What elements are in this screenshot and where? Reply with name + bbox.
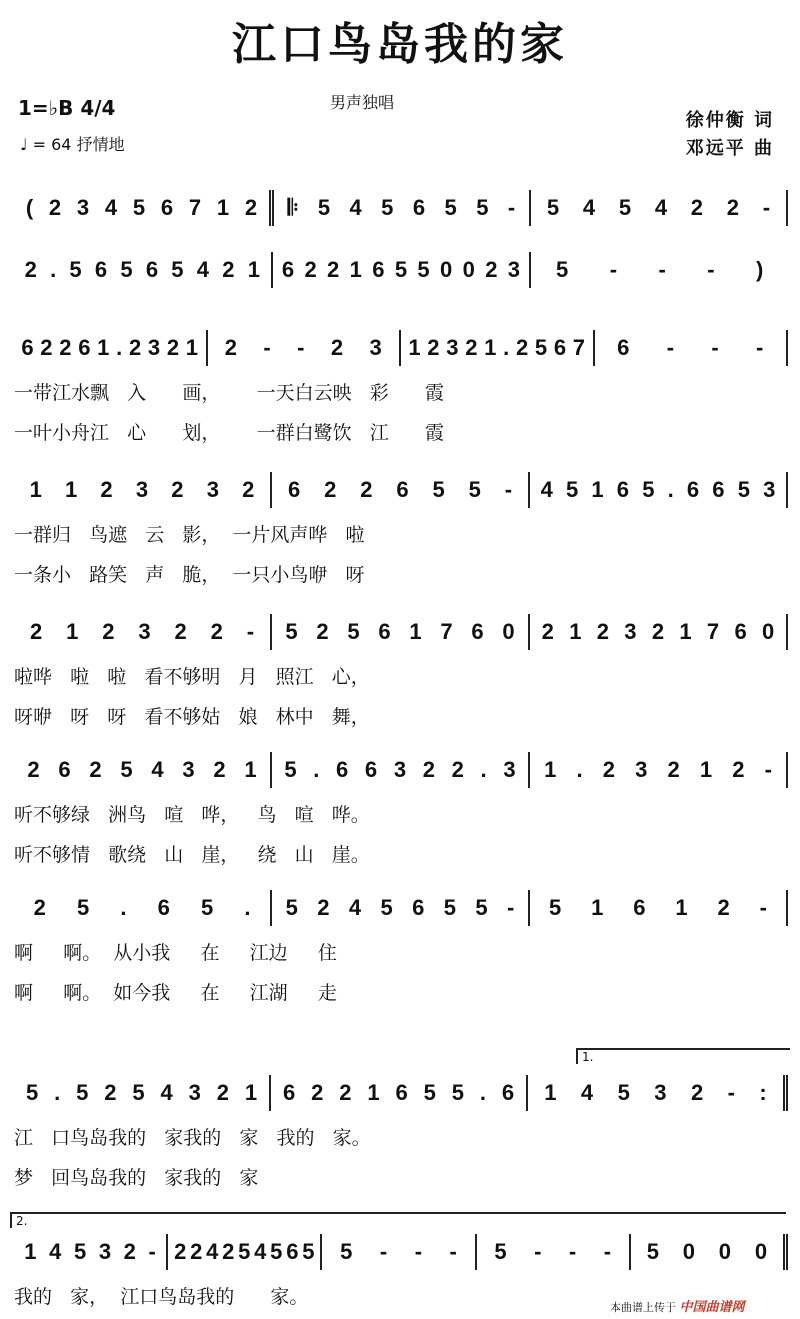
note: 2 xyxy=(33,895,46,920)
note: 1 xyxy=(699,757,713,782)
note: 6 xyxy=(501,1080,515,1105)
note: 2 xyxy=(465,335,478,360)
key-signature: 1=♭B 4/4 xyxy=(18,96,116,120)
note: 2 xyxy=(27,757,40,782)
note: 6 xyxy=(157,895,170,920)
note: - xyxy=(534,1239,542,1264)
volta-2: 2. xyxy=(10,1212,786,1228)
note: 6 xyxy=(396,477,409,502)
note: 5 xyxy=(451,1080,464,1105)
note: 1 xyxy=(544,757,557,782)
note: 6 xyxy=(94,257,108,282)
note: 1 xyxy=(679,619,692,644)
note: 3 xyxy=(654,1080,667,1105)
lyric-line: 呀咿 呀 呀 看不够姑 娘 林中 舞， xyxy=(14,706,370,728)
lyric-line: 一群归 鸟遮 云 影， 一片风声哗 啦 xyxy=(14,524,365,546)
note: 6 xyxy=(734,619,747,644)
note: 5 xyxy=(618,195,632,220)
note: ) xyxy=(755,257,764,282)
note: 2 xyxy=(515,335,529,360)
measure xyxy=(14,1234,168,1270)
measure xyxy=(595,330,789,366)
measure xyxy=(14,752,272,788)
note: 4 xyxy=(160,1080,173,1105)
note: 5 xyxy=(548,895,562,920)
note: 2 xyxy=(422,757,435,782)
note: 0 xyxy=(718,1239,732,1264)
note: - xyxy=(246,619,255,644)
note: 2 xyxy=(690,195,704,220)
note: 5 xyxy=(646,1239,659,1264)
footer xyxy=(610,1296,745,1315)
note: 1 xyxy=(247,257,260,282)
note: - xyxy=(506,895,515,920)
note: 4 xyxy=(654,195,668,220)
note: 4 xyxy=(151,757,164,782)
note: 3 xyxy=(763,477,776,502)
note: . xyxy=(116,335,123,360)
note: 3 xyxy=(98,1239,112,1264)
note: 7 xyxy=(706,619,720,644)
note: 1 xyxy=(244,1080,258,1105)
site-logo: 中国曲谱网 xyxy=(679,1300,745,1315)
note: 5 xyxy=(556,257,569,282)
note: 2 xyxy=(174,1239,187,1264)
note: 5 xyxy=(534,335,548,360)
measure xyxy=(14,890,272,926)
note: - xyxy=(666,335,675,360)
note: 3 xyxy=(503,757,516,782)
note: ( xyxy=(25,195,34,220)
lyric-line: 一条小 路笑 声 脆， 一只小鸟咿 呀 xyxy=(14,564,365,586)
note: 3 xyxy=(446,335,459,360)
note: - xyxy=(414,1239,423,1264)
note: - xyxy=(504,477,513,502)
note: 4 xyxy=(349,195,362,220)
note: 2 xyxy=(190,1239,203,1264)
measure xyxy=(477,1234,631,1270)
lyric-line: 江 口鸟岛我的 家我的 家 我的 家。 xyxy=(14,1127,371,1149)
note: - xyxy=(603,1239,612,1264)
note: - xyxy=(727,1080,735,1105)
note: 4 xyxy=(348,895,362,920)
note: 1 xyxy=(408,335,421,360)
footer-text: 本曲谱上传于 xyxy=(610,1301,676,1314)
composer: 邓远平 曲 xyxy=(685,138,774,159)
note: 4 xyxy=(540,477,553,502)
note: 2 xyxy=(317,895,330,920)
note: - xyxy=(764,757,772,782)
measure xyxy=(14,472,272,508)
lyric-line: 啊 啊。 如今我 在 江湖 走 xyxy=(14,982,337,1004)
staff-row xyxy=(14,1232,788,1272)
note: 5 xyxy=(394,257,408,282)
note: . xyxy=(120,895,127,920)
note: - xyxy=(658,257,666,282)
note: 3 xyxy=(507,257,521,282)
note: 5 xyxy=(302,1239,315,1264)
note: 3 xyxy=(188,1080,201,1105)
note: 3 xyxy=(135,477,149,502)
note: 7 xyxy=(572,335,586,360)
note: 5 xyxy=(285,619,298,644)
note: - xyxy=(379,1239,388,1264)
note: 5 xyxy=(468,477,481,502)
note: 2 xyxy=(311,1080,324,1105)
measure xyxy=(272,890,530,926)
note: 2 xyxy=(602,757,615,782)
note: 7 xyxy=(440,619,453,644)
note: 6 xyxy=(78,335,91,360)
note: : xyxy=(759,1080,767,1105)
note: 2 xyxy=(216,1080,229,1105)
note: 6 xyxy=(471,619,484,644)
note: 2 xyxy=(732,757,745,782)
note: 1 xyxy=(65,477,78,502)
lyricist: 徐仲衡 词 xyxy=(685,110,774,131)
note: 6 xyxy=(281,257,295,282)
note: 5 xyxy=(171,257,184,282)
note: 6 xyxy=(58,757,71,782)
note: 2 xyxy=(690,1080,704,1105)
volta-1: 1. xyxy=(576,1048,790,1064)
note: 4 xyxy=(49,1239,62,1264)
measure xyxy=(530,614,788,650)
note: 3 xyxy=(182,757,195,782)
note: 2 xyxy=(171,477,184,502)
measure xyxy=(271,1075,528,1111)
note: 6 xyxy=(395,1080,408,1105)
note: 3 xyxy=(369,335,382,360)
note: 0 xyxy=(462,257,475,282)
measure xyxy=(208,330,402,366)
note: 1 xyxy=(675,895,688,920)
note: 2 xyxy=(210,619,223,644)
note: 6 xyxy=(378,619,391,644)
staff-row xyxy=(14,1073,788,1113)
note: . xyxy=(480,757,487,782)
note: 1 xyxy=(66,619,79,644)
note: 2 xyxy=(327,257,340,282)
note: 5 xyxy=(380,895,393,920)
note: 6 xyxy=(364,757,378,782)
note: 1 xyxy=(216,195,230,220)
note: 4 xyxy=(580,1080,594,1105)
staff-row xyxy=(14,612,788,652)
lyric-line: 啦哗 啦 啦 看不够明 月 照江 心， xyxy=(14,666,370,688)
note: - xyxy=(707,257,715,282)
note: 5 xyxy=(76,895,90,920)
note: 6 xyxy=(553,335,567,360)
note: 2 xyxy=(128,335,142,360)
measure xyxy=(322,1234,476,1270)
note: 2 xyxy=(48,195,62,220)
note: 1 xyxy=(244,757,257,782)
note: 6 xyxy=(160,195,174,220)
note: 5 xyxy=(340,1239,353,1264)
note: - xyxy=(449,1239,457,1264)
note: 6 xyxy=(286,1239,299,1264)
note: - xyxy=(756,335,764,360)
note: 2 xyxy=(339,1080,352,1105)
note: 0 xyxy=(440,257,453,282)
note: 5 xyxy=(73,1239,87,1264)
note: 5 xyxy=(617,1080,630,1105)
note: - xyxy=(148,1239,156,1264)
note: - xyxy=(568,1239,577,1264)
note: 3 xyxy=(206,477,219,502)
subtitle: 男声独唱 xyxy=(330,93,395,112)
note: 5 xyxy=(381,195,394,220)
measure xyxy=(14,330,208,366)
note: 0 xyxy=(762,619,775,644)
note: 6 xyxy=(633,895,646,920)
note: 6 xyxy=(336,757,349,782)
note: 4 xyxy=(196,257,210,282)
note: 2 xyxy=(166,335,180,360)
note: . xyxy=(503,335,510,360)
note: 2 xyxy=(89,757,102,782)
staff-row xyxy=(14,328,788,368)
note: 2 xyxy=(24,257,37,282)
note: 5 xyxy=(120,757,133,782)
note: 4 xyxy=(104,195,118,220)
note: 6 xyxy=(21,335,34,360)
note: 2 xyxy=(100,477,113,502)
note: 6 xyxy=(712,477,725,502)
measure xyxy=(14,1075,271,1111)
note: . xyxy=(313,757,320,782)
staff-row xyxy=(14,188,788,228)
note: 2 xyxy=(717,895,730,920)
song-title: 江口鸟岛我的家 xyxy=(232,19,568,70)
note: 2 xyxy=(541,619,554,644)
note: 1 xyxy=(591,895,604,920)
note: 3 xyxy=(138,619,151,644)
note: - xyxy=(711,335,719,360)
lyric-line: 一带江水飘 入 画， 一天白云映 彩 霞 xyxy=(14,382,444,404)
note: 5 xyxy=(565,477,579,502)
note: 5 xyxy=(444,195,457,220)
note: 1 xyxy=(409,619,422,644)
note: . xyxy=(50,257,57,282)
note: 3 xyxy=(76,195,90,220)
note: 5 xyxy=(443,895,456,920)
note: 2 xyxy=(102,619,115,644)
note: 1 xyxy=(569,619,582,644)
note: 1 xyxy=(29,477,42,502)
note: 1 xyxy=(185,335,199,360)
note: 5 xyxy=(546,195,560,220)
staff-row xyxy=(14,750,788,790)
note: 1 xyxy=(24,1239,37,1264)
note: 3 xyxy=(393,757,407,782)
staff-row xyxy=(14,888,788,928)
note: 2 xyxy=(244,195,258,220)
note: 6 xyxy=(287,477,301,502)
note: 2 xyxy=(427,335,440,360)
note: 2 xyxy=(667,757,680,782)
note: 6 xyxy=(412,895,425,920)
note: - xyxy=(762,195,771,220)
measure xyxy=(531,252,788,288)
note: 4 xyxy=(582,195,596,220)
lyric-line: 梦 回鸟岛我的 家我的 家 xyxy=(14,1167,331,1189)
tempo-marking: ♩ = 64 抒情地 xyxy=(20,135,125,154)
note: 1 xyxy=(367,1080,380,1105)
lyric-line: 我的 家， 江口鸟岛我的 家。 xyxy=(14,1286,460,1308)
measure xyxy=(401,330,595,366)
note: 6 xyxy=(686,477,700,502)
note: . xyxy=(576,757,583,782)
note: 5 xyxy=(423,1080,436,1105)
note: 5 xyxy=(737,477,750,502)
measure xyxy=(631,1234,788,1270)
note: 5 xyxy=(475,895,488,920)
note: 4 xyxy=(254,1239,267,1264)
measure xyxy=(272,752,530,788)
note: 5 xyxy=(270,1239,283,1264)
note: 3 xyxy=(635,757,648,782)
note: 1 xyxy=(544,1080,557,1105)
note: 5 xyxy=(120,257,133,282)
note: 2 xyxy=(59,335,72,360)
measure xyxy=(531,190,788,226)
note: 5 xyxy=(284,757,297,782)
measure xyxy=(272,472,530,508)
note: 1 xyxy=(97,335,110,360)
note: 6 xyxy=(282,1080,296,1105)
note: 4 xyxy=(206,1239,219,1264)
note: 0 xyxy=(754,1239,768,1264)
note: 5 xyxy=(238,1239,251,1264)
note: . xyxy=(479,1080,486,1105)
note: 5 xyxy=(494,1239,507,1264)
measure xyxy=(530,472,788,508)
note: 6 xyxy=(617,335,630,360)
measure xyxy=(274,190,531,226)
note: 5 xyxy=(476,195,489,220)
note: 5 xyxy=(132,195,146,220)
measure xyxy=(14,190,274,226)
note: 6 xyxy=(412,195,426,220)
note: 2 xyxy=(224,335,237,360)
note: 𝄆 xyxy=(287,195,299,220)
note: 2 xyxy=(213,757,226,782)
note: 6 xyxy=(372,257,385,282)
note: 2 xyxy=(726,195,740,220)
note: 1 xyxy=(349,257,362,282)
lyric-line: 听不够情 歌绕 山 崖， 绕 山 崖。 xyxy=(14,844,370,866)
note: 2 xyxy=(29,619,43,644)
note: 5 xyxy=(285,895,298,920)
note: 5 xyxy=(25,1080,39,1105)
note: - xyxy=(759,895,767,920)
note: 2 xyxy=(330,335,344,360)
note: 5 xyxy=(200,895,214,920)
note: 2 xyxy=(485,257,498,282)
note: 2 xyxy=(316,619,329,644)
staff-row xyxy=(14,250,788,290)
note: 6 xyxy=(616,477,630,502)
note: 1 xyxy=(591,477,604,502)
note: 2 xyxy=(360,477,373,502)
measure xyxy=(273,252,532,288)
note: . xyxy=(54,1080,61,1105)
note: 5 xyxy=(76,1080,89,1105)
note: 5 xyxy=(417,257,430,282)
note: 5 xyxy=(432,477,445,502)
measure xyxy=(530,752,788,788)
note: 1 xyxy=(484,335,497,360)
note: 5 xyxy=(317,195,331,220)
note: 5 xyxy=(132,1080,145,1105)
measure xyxy=(14,614,272,650)
staff-row xyxy=(14,470,788,510)
note: 2 xyxy=(304,257,317,282)
note: 2 xyxy=(651,619,665,644)
note: 7 xyxy=(188,195,202,220)
note: 2 xyxy=(324,477,337,502)
note: 2 xyxy=(222,257,235,282)
note: . xyxy=(667,477,674,502)
note: 5 xyxy=(69,257,82,282)
note: 2 xyxy=(596,619,609,644)
note: 2 xyxy=(222,1239,235,1264)
note: - xyxy=(297,335,305,360)
measure xyxy=(530,890,788,926)
note: 2 xyxy=(451,757,464,782)
note: 6 xyxy=(145,257,159,282)
note: 3 xyxy=(147,335,161,360)
note: 0 xyxy=(682,1239,695,1264)
note: - xyxy=(263,335,271,360)
note: 2 xyxy=(123,1239,136,1264)
note: 5 xyxy=(642,477,655,502)
note: - xyxy=(609,257,618,282)
lyric-line: 听不够绿 洲鸟 喧 哗， 鸟 喧 哗。 xyxy=(14,804,370,826)
note: 2 xyxy=(40,335,53,360)
measure xyxy=(528,1075,788,1111)
measure xyxy=(168,1234,322,1270)
note: - xyxy=(507,195,516,220)
note: 2 xyxy=(174,619,187,644)
note: 0 xyxy=(502,619,515,644)
note: 5 xyxy=(347,619,360,644)
measure xyxy=(14,252,273,288)
note: 2 xyxy=(104,1080,117,1105)
measure xyxy=(272,614,530,650)
note: 3 xyxy=(624,619,637,644)
note: . xyxy=(244,895,251,920)
lyric-line: 啊 啊。 从小我 在 江边 住 xyxy=(14,942,337,964)
note: 2 xyxy=(242,477,255,502)
lyric-line: 一叶小舟江 心 划， 一群白鹭饮 江 霞 xyxy=(14,422,444,444)
